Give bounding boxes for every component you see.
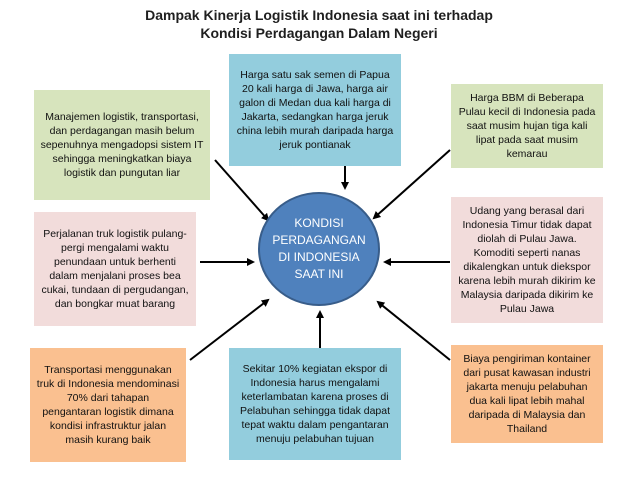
diagram-title-line2: Kondisi Perdagangan Dalam Negeri: [200, 25, 438, 41]
center-label: KONDISI PERDAGANGAN DI INDONESIA SAAT INI: [272, 216, 366, 281]
box-bottom-center: Sekitar 10% kegiatan ekspor di Indonesia harus mengalami keterlambatan karena proses di Pelabuhan sehingga tidak dapat tepat waktu dalam pengantaran menuju pelabuhan tujuan: [229, 348, 401, 460]
box-top-center: Harga satu sak semen di Papua 20 kali harga di Jawa, harga air galon di Medan dua kali harga di Jakarta, sedangkan harga jeruk china lebih murah daripada harga jeruk pontianak: [229, 54, 401, 166]
box-top-left: Manajemen logistik, transportasi, dan perdagangan masih belum sepenuhnya mengadopsi sistem IT sehingga meningkatkan biaya logistik dan pungutan liar: [34, 90, 210, 200]
diagram-title-line1: Dampak Kinerja Logistik Indonesia saat ini terhadap: [145, 7, 493, 23]
center-ellipse: [258, 192, 380, 306]
box-mid-left: Perjalanan truk logistik pulang-pergi mengalami waktu penundaan untuk berhenti dalam menjalani proses bea cukai, tundaan di pergudangan, dan bongkar muat barang: [34, 212, 196, 326]
arrow-top-left: [215, 160, 268, 220]
box-bottom-right: Biaya pengiriman kontainer dari pusat kawasan industri jakarta menuju pelabuhan dua kali lipat lebih mahal daripada di Malaysia dan Thailand: [451, 345, 603, 443]
box-top-right: Harga BBM di Beberapa Pulau kecil di Indonesia pada saat musim hujan tiga kali lipat pada saat musim kemarau: [451, 84, 603, 168]
box-bottom-left: Transportasi menggunakan truk di Indonesia mendominasi 70% dari tahapan pengantaran logistik dimana kondisi infrastruktur jalan masih kurang baik: [30, 348, 186, 462]
box-mid-right: Udang yang berasal dari Indonesia Timur tidak dapat diolah di Pulau Jawa. Komoditi seperti nanas dikalengkan untuk diekspor karena lebih murah dikirim ke Malaysia daripada dikirim ke Pulau Jawa: [451, 197, 603, 323]
